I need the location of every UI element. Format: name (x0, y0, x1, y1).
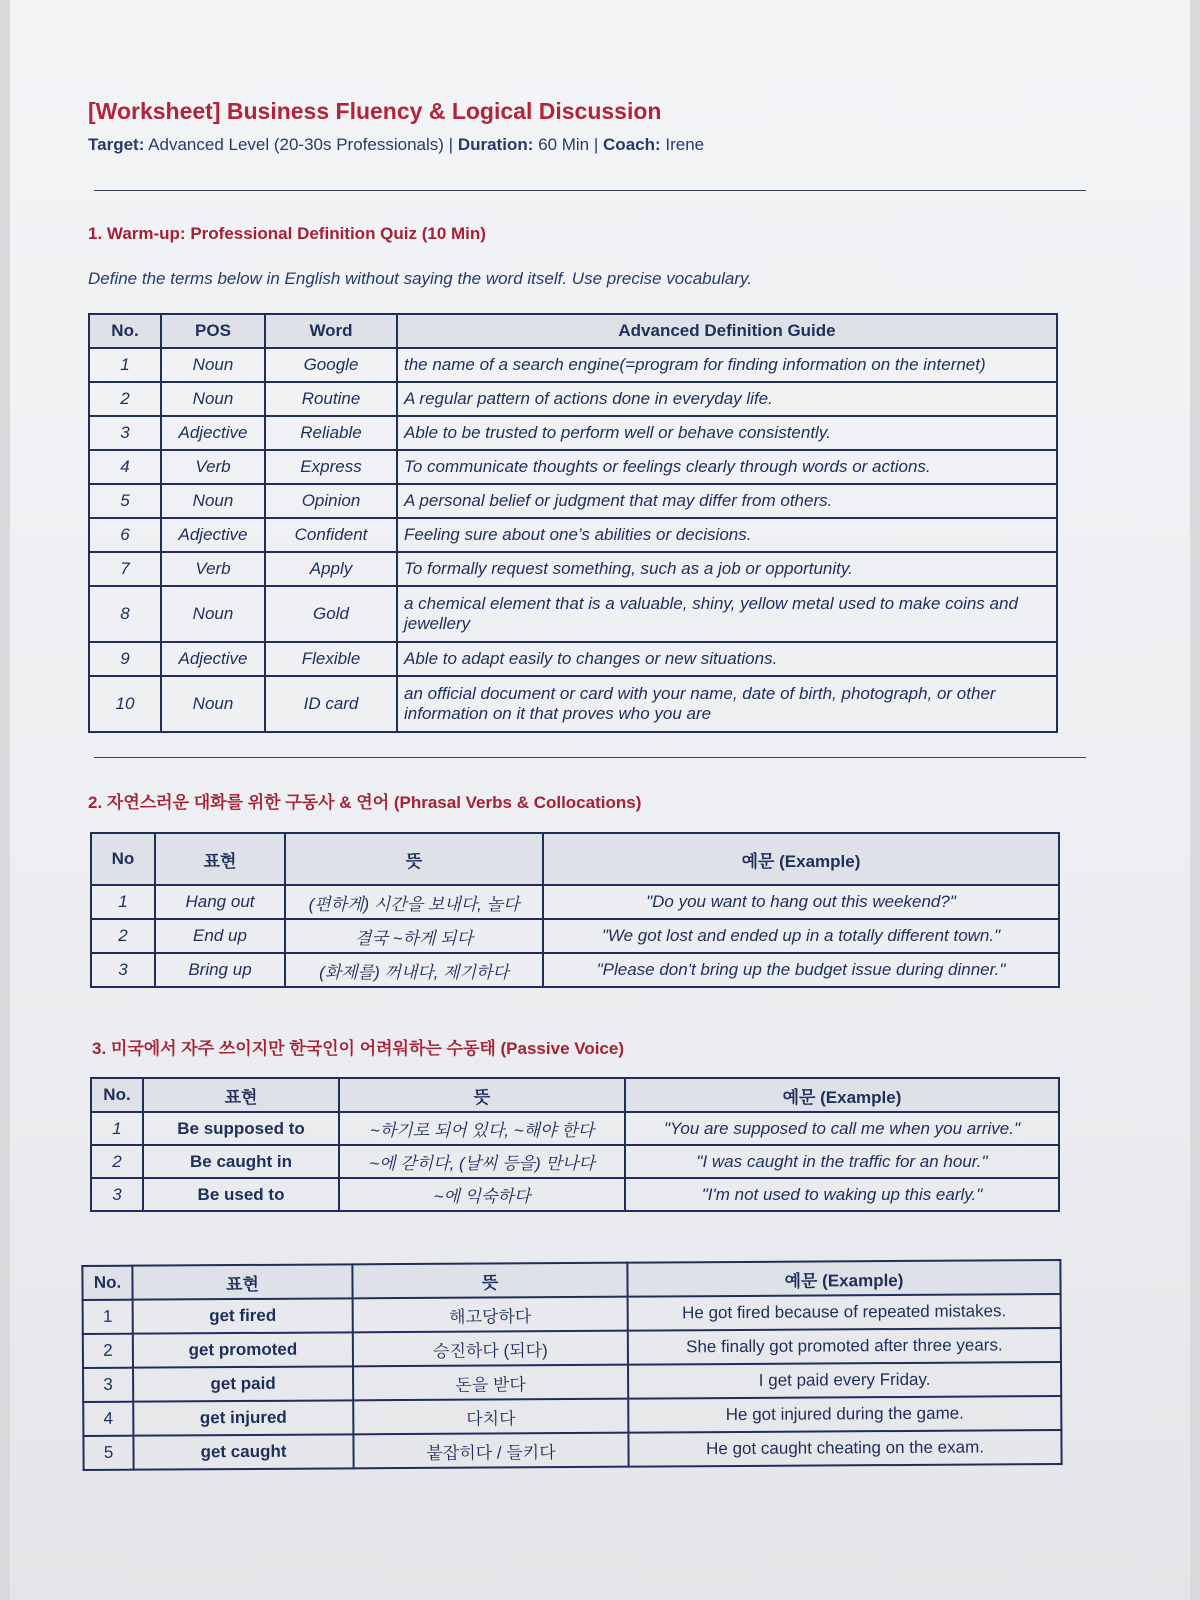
column-header: No. (91, 1078, 143, 1112)
row-number: 1 (91, 885, 155, 919)
example-sentence: "Please don't bring up the budget issue during dinner." (543, 953, 1059, 987)
vocab-word: Apply (265, 552, 397, 586)
part-of-speech: Noun (161, 382, 265, 416)
table-row (91, 1145, 1059, 1178)
definition-cell: To formally request something, such as a job or opportunity. (397, 552, 1057, 586)
divider (94, 190, 1086, 191)
row-number: 5 (83, 1436, 133, 1470)
example-sentence: "We got lost and ended up in a totally different town." (543, 919, 1059, 953)
column-header: 표현 (143, 1078, 339, 1112)
definition-quiz-table (88, 313, 1058, 733)
definition-cell: Feeling sure about one’s abilities or decisions. (397, 518, 1057, 552)
page-subtitle (88, 135, 704, 155)
table-row (89, 676, 1057, 732)
section2-title: 2. 자연스러운 대화를 위한 구동사 & 연어 (Phrasal Verbs & Collocations) (88, 793, 642, 812)
expression: End up (155, 919, 285, 953)
definition-cell: A personal belief or judgment that may differ from others. (397, 484, 1057, 518)
table-row (83, 1430, 1061, 1470)
vocab-word: Confident (265, 518, 397, 552)
phrasal-verbs-table (90, 832, 1060, 988)
definition-cell: Able to adapt easily to changes or new situations. (397, 642, 1057, 676)
part-of-speech: Verb (161, 450, 265, 484)
section3-title: 3. 미국에서 자주 쓰이지만 한국인이 어려워하는 수동태 (Passive Voice) (92, 1039, 624, 1058)
example-sentence: She finally got promoted after three years. (628, 1328, 1061, 1365)
row-number: 2 (91, 919, 155, 953)
target-value: Advanced Level (20-30s Professionals) (148, 135, 444, 154)
meaning: 결국 ~하게 되다 (285, 919, 543, 953)
table-row (91, 953, 1059, 987)
expression: Bring up (155, 953, 285, 987)
meaning: 돈을 받다 (353, 1365, 628, 1401)
example-sentence: "You are supposed to call me when you arrive." (625, 1112, 1059, 1145)
separator: | (593, 135, 599, 154)
definition-cell: To communicate thoughts or feelings clearly through words or actions. (397, 450, 1057, 484)
meaning: 해고당하다 (353, 1297, 628, 1333)
expression: Be supposed to (143, 1112, 339, 1145)
row-number: 2 (83, 1334, 133, 1368)
worksheet-page (10, 0, 1190, 1600)
row-number: 4 (89, 450, 161, 484)
vocab-word: Flexible (265, 642, 397, 676)
column-header: 뜻 (339, 1078, 625, 1112)
row-number: 1 (83, 1300, 133, 1334)
row-number: 2 (89, 382, 161, 416)
row-number: 3 (91, 953, 155, 987)
meaning: (화제를) 꺼내다, 제기하다 (285, 953, 543, 987)
meaning: (편하게) 시간을 보내다, 놀다 (285, 885, 543, 919)
column-header: No (91, 833, 155, 885)
table-row (89, 484, 1057, 518)
expression: Be caught in (143, 1145, 339, 1178)
section1-title: 1. Warm-up: Professional Definition Quiz (10 Min) (88, 224, 486, 243)
table-row (89, 416, 1057, 450)
column-header: 뜻 (352, 1263, 627, 1299)
row-number: 6 (89, 518, 161, 552)
meaning: ~에 익숙하다 (339, 1178, 625, 1211)
definition-cell: Able to be trusted to perform well or behave consistently. (397, 416, 1057, 450)
example-sentence: He got injured during the game. (628, 1396, 1061, 1433)
coach-value: Irene (665, 135, 705, 154)
vocab-word: Google (265, 348, 397, 382)
part-of-speech: Noun (161, 676, 265, 732)
passive-voice-table (90, 1077, 1060, 1212)
table-row (91, 885, 1059, 919)
coach-label: Coach: (603, 135, 661, 154)
section1-instruction: Define the terms below in English without saying the word itself. Use precise vocabulary. (88, 269, 752, 288)
column-header: 예문 (Example) (543, 833, 1059, 885)
meaning: ~하기로 되어 있다, ~해야 한다 (339, 1112, 625, 1145)
column-header: 예문 (Example) (627, 1260, 1060, 1297)
expression: get paid (133, 1366, 353, 1401)
definition-cell: A regular pattern of actions done in everyday life. (397, 382, 1057, 416)
example-sentence: "I was caught in the traffic for an hour." (625, 1145, 1059, 1178)
example-sentence: I get paid every Friday. (628, 1362, 1061, 1399)
row-number: 4 (83, 1402, 133, 1436)
definition-cell: an official document or card with your name, date of birth, photograph, or other information on it that proves who you are (397, 676, 1057, 732)
row-number: 2 (91, 1145, 143, 1178)
meaning: ~에 갇히다, (날씨 등을) 만나다 (339, 1145, 625, 1178)
table-row (89, 382, 1057, 416)
target-label: Target: (88, 135, 145, 154)
row-number: 8 (89, 586, 161, 642)
row-number: 3 (91, 1178, 143, 1211)
row-number: 1 (89, 348, 161, 382)
part-of-speech: Noun (161, 586, 265, 642)
column-header: POS (161, 314, 265, 348)
expression: get injured (133, 1400, 353, 1435)
table-row (91, 1112, 1059, 1145)
meaning: 다치다 (353, 1399, 628, 1435)
column-header: 표현 (155, 833, 285, 885)
part-of-speech: Noun (161, 484, 265, 518)
separator: | (448, 135, 454, 154)
example-sentence: He got caught cheating on the exam. (628, 1430, 1061, 1467)
expression: get promoted (133, 1332, 353, 1367)
row-number: 9 (89, 642, 161, 676)
example-sentence: "Do you want to hang out this weekend?" (543, 885, 1059, 919)
part-of-speech: Adjective (161, 518, 265, 552)
definition-cell: the name of a search engine(=program for finding information on the internet) (397, 348, 1057, 382)
example-sentence: He got fired because of repeated mistakes. (628, 1294, 1061, 1331)
column-header: 예문 (Example) (625, 1078, 1059, 1112)
page-title: [Worksheet] Business Fluency & Logical Discussion (88, 98, 662, 124)
vocab-word: Routine (265, 382, 397, 416)
column-header: 표현 (132, 1264, 352, 1299)
table-row (89, 450, 1057, 484)
get-passive-table (81, 1259, 1062, 1471)
duration-value: 60 Min (538, 135, 590, 154)
table-row (91, 1178, 1059, 1211)
column-header: 뜻 (285, 833, 543, 885)
meaning: 승진하다 (되다) (353, 1331, 628, 1367)
column-header: No. (89, 314, 161, 348)
row-number: 3 (83, 1368, 133, 1402)
definition-cell: a chemical element that is a valuable, shiny, yellow metal used to make coins and jewellery (397, 586, 1057, 642)
table-row (89, 552, 1057, 586)
table-row (89, 348, 1057, 382)
divider (94, 757, 1086, 758)
vocab-word: ID card (265, 676, 397, 732)
row-number: 7 (89, 552, 161, 586)
vocab-word: Gold (265, 586, 397, 642)
row-number: 1 (91, 1112, 143, 1145)
table-row (89, 642, 1057, 676)
column-header: Word (265, 314, 397, 348)
table-row (89, 518, 1057, 552)
part-of-speech: Adjective (161, 642, 265, 676)
vocab-word: Reliable (265, 416, 397, 450)
table-row (91, 919, 1059, 953)
expression: get caught (133, 1434, 353, 1469)
part-of-speech: Noun (161, 348, 265, 382)
vocab-word: Express (265, 450, 397, 484)
duration-label: Duration: (457, 135, 534, 154)
table-row (89, 586, 1057, 642)
row-number: 10 (89, 676, 161, 732)
part-of-speech: Verb (161, 552, 265, 586)
row-number: 3 (89, 416, 161, 450)
expression: get fired (133, 1298, 353, 1333)
expression: Hang out (155, 885, 285, 919)
part-of-speech: Adjective (161, 416, 265, 450)
expression: Be used to (143, 1178, 339, 1211)
example-sentence: "I'm not used to waking up this early." (625, 1178, 1059, 1211)
row-number: 5 (89, 484, 161, 518)
vocab-word: Opinion (265, 484, 397, 518)
column-header: Advanced Definition Guide (397, 314, 1057, 348)
meaning: 붙잡히다 / 들키다 (353, 1433, 628, 1469)
column-header: No. (82, 1266, 132, 1300)
